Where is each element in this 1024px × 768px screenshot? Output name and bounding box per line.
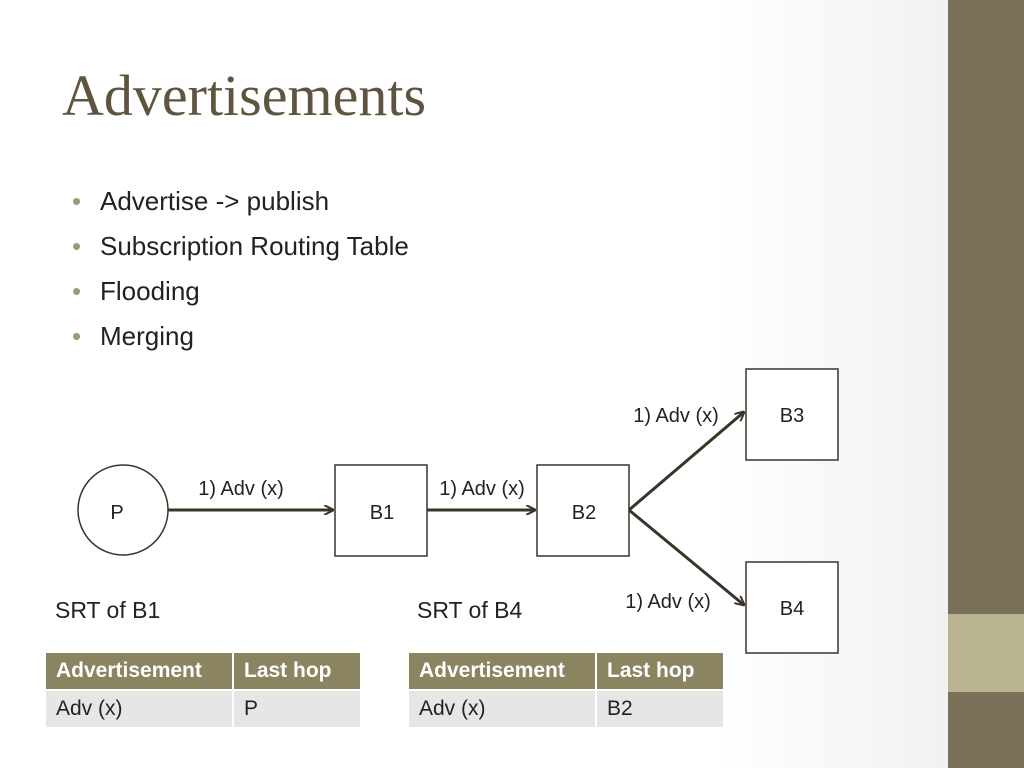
bullet-text: Subscription Routing Table xyxy=(100,231,409,261)
sidebar-light-band xyxy=(948,614,1024,692)
edge-label-b2-b4: 1) Adv (x) xyxy=(625,591,711,613)
table-cell: Adv (x) xyxy=(45,690,233,728)
node-b3-label: B3 xyxy=(779,405,805,427)
edge-label-b1-b2: 1) Adv (x) xyxy=(439,478,525,500)
bullet-dot-icon: • xyxy=(72,276,82,306)
node-b4-label: B4 xyxy=(779,598,805,620)
bullet-text: Merging xyxy=(100,321,194,351)
table-cell: Adv (x) xyxy=(408,690,596,728)
table-cell: B2 xyxy=(596,690,724,728)
table-header-last-hop: Last hop xyxy=(233,652,361,690)
table-header-advertisement: Advertisement xyxy=(45,652,233,690)
bullet-text: Advertise -> publish xyxy=(100,186,330,216)
bullet-text: Flooding xyxy=(100,276,200,306)
bullet-dot-icon: • xyxy=(72,321,82,351)
srt-b4-label: SRT of B4 xyxy=(417,597,523,623)
table-row xyxy=(45,690,361,728)
srt-b1-label: SRT of B1 xyxy=(55,597,161,623)
table-header-row xyxy=(408,652,724,690)
edge-label-b2-b3: 1) Adv (x) xyxy=(633,405,719,427)
table-cell: P xyxy=(233,690,361,728)
table-header-advertisement: Advertisement xyxy=(408,652,596,690)
srt-b4-table xyxy=(407,651,725,729)
node-b1-label: B1 xyxy=(369,502,395,524)
srt-b1-table xyxy=(44,651,362,729)
node-p-label: P xyxy=(110,502,124,524)
slide-title: Advertisements xyxy=(62,63,427,128)
table-header-last-hop: Last hop xyxy=(596,652,724,690)
bullet-dot-icon: • xyxy=(72,186,82,216)
node-b2-label: B2 xyxy=(571,502,597,524)
bullet-dot-icon: • xyxy=(72,231,82,261)
edge-label-p-b1: 1) Adv (x) xyxy=(198,478,284,500)
table-header-row xyxy=(45,652,361,690)
table-row xyxy=(408,690,724,728)
